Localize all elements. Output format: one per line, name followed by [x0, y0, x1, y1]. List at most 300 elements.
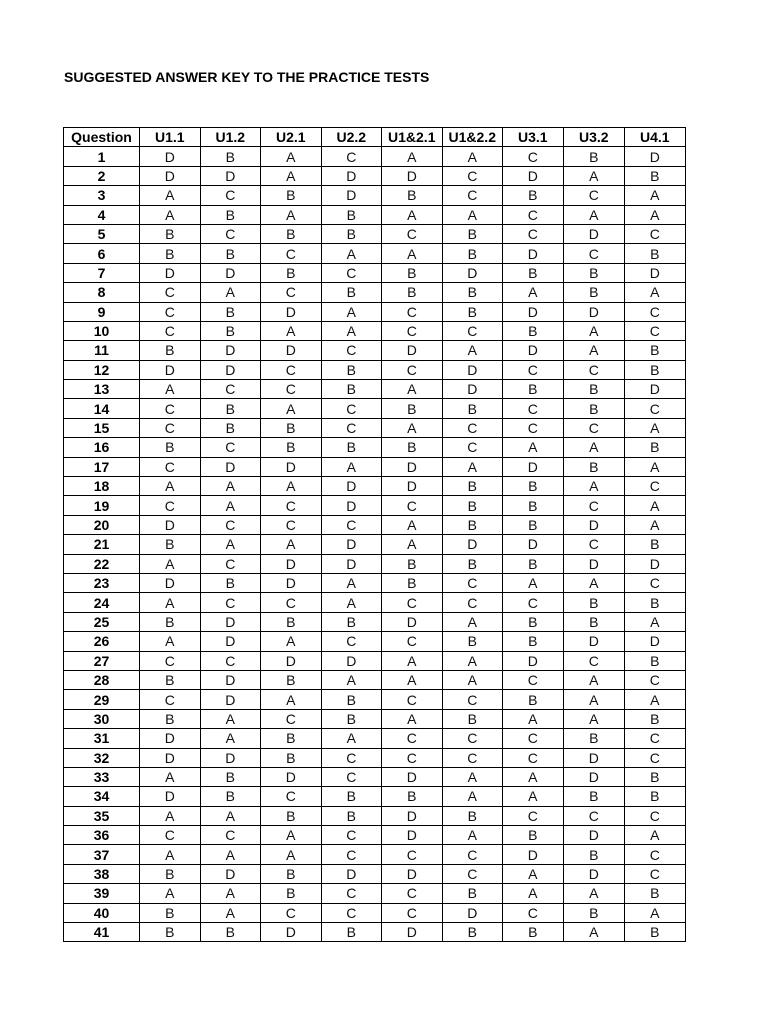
table-row — [64, 670, 686, 689]
answer-cell: D — [563, 302, 625, 321]
answer-cell: C — [625, 729, 686, 748]
answer-cell: C — [261, 380, 322, 399]
answer-cell: A — [140, 632, 201, 651]
column-header-test: U1&2.1 — [382, 128, 443, 147]
table-row — [64, 515, 686, 534]
question-number: 2 — [64, 166, 140, 185]
answer-cell: C — [503, 205, 564, 224]
answer-cell: A — [625, 612, 686, 631]
answer-cell: B — [442, 224, 503, 243]
answer-cell: C — [321, 515, 382, 534]
answer-cell: A — [382, 418, 443, 437]
answer-cell: C — [442, 418, 503, 437]
answer-cell: A — [625, 826, 686, 845]
table-row — [64, 748, 686, 767]
answer-cell: A — [200, 845, 261, 864]
answer-cell: B — [200, 787, 261, 806]
question-number: 38 — [64, 864, 140, 883]
table-row — [64, 205, 686, 224]
answer-cell: A — [563, 573, 625, 592]
answer-cell: C — [442, 748, 503, 767]
answer-cell: B — [563, 380, 625, 399]
answer-cell: A — [625, 496, 686, 515]
table-row — [64, 418, 686, 437]
answer-cell: C — [625, 321, 686, 340]
answer-cell: C — [442, 845, 503, 864]
answer-cell: C — [321, 845, 382, 864]
answer-cell: D — [200, 341, 261, 360]
column-header-test: U1.2 — [200, 128, 261, 147]
table-row — [64, 787, 686, 806]
answer-cell: A — [200, 496, 261, 515]
answer-cell: C — [140, 651, 201, 670]
answer-cell: C — [321, 147, 382, 166]
answer-cell: C — [382, 360, 443, 379]
question-number: 31 — [64, 729, 140, 748]
answer-cell: A — [442, 205, 503, 224]
answer-cell: D — [382, 826, 443, 845]
answer-cell: D — [382, 864, 443, 883]
answer-cell: B — [321, 438, 382, 457]
answer-cell: B — [200, 147, 261, 166]
answer-cell: D — [563, 224, 625, 243]
answer-cell: C — [382, 496, 443, 515]
answer-cell: C — [200, 186, 261, 205]
answer-cell: C — [321, 767, 382, 786]
answer-cell: D — [261, 457, 322, 476]
answer-cell: C — [200, 826, 261, 845]
question-number: 20 — [64, 515, 140, 534]
answer-cell: A — [261, 826, 322, 845]
answer-cell: A — [503, 767, 564, 786]
answer-cell: C — [382, 224, 443, 243]
answer-cell: C — [200, 224, 261, 243]
question-number: 28 — [64, 670, 140, 689]
answer-cell: D — [442, 903, 503, 922]
answer-cell: B — [625, 535, 686, 554]
answer-cell: C — [625, 224, 686, 243]
table-row — [64, 186, 686, 205]
column-header-test: U1&2.2 — [442, 128, 503, 147]
answer-cell: A — [200, 729, 261, 748]
answer-cell: D — [563, 767, 625, 786]
table-row — [64, 826, 686, 845]
answer-cell: A — [503, 787, 564, 806]
answer-cell: A — [442, 147, 503, 166]
answer-cell: B — [382, 283, 443, 302]
answer-cell: A — [563, 321, 625, 340]
question-number: 18 — [64, 477, 140, 496]
answer-cell: B — [563, 612, 625, 631]
answer-cell: C — [321, 418, 382, 437]
answer-cell: A — [382, 147, 443, 166]
answer-cell: C — [503, 360, 564, 379]
answer-cell: C — [382, 845, 443, 864]
answer-cell: D — [563, 515, 625, 534]
table-row — [64, 147, 686, 166]
question-number: 27 — [64, 651, 140, 670]
answer-cell: B — [563, 263, 625, 282]
table-row — [64, 767, 686, 786]
answer-cell: B — [261, 884, 322, 903]
answer-cell: B — [321, 205, 382, 224]
answer-cell: C — [140, 826, 201, 845]
answer-cell: B — [503, 554, 564, 573]
answer-cell: D — [321, 166, 382, 185]
answer-cell: D — [503, 535, 564, 554]
answer-cell: C — [503, 903, 564, 922]
answer-cell: D — [140, 147, 201, 166]
answer-cell: B — [442, 554, 503, 573]
answer-cell: B — [442, 515, 503, 534]
answer-cell: B — [625, 923, 686, 942]
column-header-test: U1.1 — [140, 128, 201, 147]
question-number: 23 — [64, 573, 140, 592]
answer-cell: C — [442, 690, 503, 709]
answer-cell: B — [503, 515, 564, 534]
answer-cell: D — [503, 244, 564, 263]
question-number: 22 — [64, 554, 140, 573]
answer-cell: D — [503, 341, 564, 360]
table-row — [64, 224, 686, 243]
answer-cell: B — [321, 690, 382, 709]
answer-cell: C — [442, 573, 503, 592]
answer-cell: D — [625, 554, 686, 573]
question-number: 7 — [64, 263, 140, 282]
answer-cell: B — [503, 690, 564, 709]
answer-cell: A — [625, 205, 686, 224]
answer-cell: C — [321, 903, 382, 922]
answer-cell: C — [382, 748, 443, 767]
answer-cell: C — [625, 477, 686, 496]
answer-cell: C — [563, 651, 625, 670]
answer-cell: B — [382, 186, 443, 205]
answer-cell: B — [382, 573, 443, 592]
answer-cell: D — [382, 166, 443, 185]
answer-cell: C — [503, 729, 564, 748]
answer-cell: A — [442, 826, 503, 845]
answer-cell: B — [563, 457, 625, 476]
answer-cell: C — [321, 884, 382, 903]
answer-cell: C — [563, 244, 625, 263]
question-number: 41 — [64, 923, 140, 942]
answer-cell: A — [140, 845, 201, 864]
column-header-test: U2.1 — [261, 128, 322, 147]
answer-cell: B — [563, 787, 625, 806]
answer-cell: C — [442, 166, 503, 185]
question-number: 12 — [64, 360, 140, 379]
answer-cell: A — [140, 554, 201, 573]
answer-cell: C — [321, 632, 382, 651]
column-header-test: U3.1 — [503, 128, 564, 147]
answer-cell: C — [200, 438, 261, 457]
table-row — [64, 593, 686, 612]
answer-cell: B — [563, 399, 625, 418]
answer-cell: A — [382, 651, 443, 670]
answer-cell: A — [563, 670, 625, 689]
answer-cell: B — [503, 923, 564, 942]
column-header-test: U3.2 — [563, 128, 625, 147]
question-number: 32 — [64, 748, 140, 767]
answer-cell: A — [625, 457, 686, 476]
answer-cell: D — [140, 748, 201, 767]
answer-cell: B — [200, 399, 261, 418]
answer-cell: A — [442, 787, 503, 806]
question-number: 29 — [64, 690, 140, 709]
answer-cell: A — [563, 205, 625, 224]
question-number: 36 — [64, 826, 140, 845]
answer-cell: B — [200, 321, 261, 340]
table-row — [64, 573, 686, 592]
answer-cell: D — [442, 535, 503, 554]
answer-cell: C — [140, 399, 201, 418]
answer-cell: C — [503, 806, 564, 825]
answer-cell: B — [140, 903, 201, 922]
answer-cell: B — [321, 360, 382, 379]
answer-cell: D — [382, 767, 443, 786]
answer-cell: A — [261, 845, 322, 864]
answer-cell: A — [261, 399, 322, 418]
answer-cell: D — [200, 632, 261, 651]
answer-cell: D — [382, 457, 443, 476]
answer-cell: C — [261, 593, 322, 612]
answer-cell: D — [200, 360, 261, 379]
question-number: 13 — [64, 380, 140, 399]
answer-cell: A — [200, 806, 261, 825]
answer-cell: A — [321, 457, 382, 476]
answer-cell: A — [382, 515, 443, 534]
answer-cell: D — [140, 166, 201, 185]
answer-cell: D — [563, 864, 625, 883]
answer-cell: B — [321, 224, 382, 243]
answer-cell: B — [200, 767, 261, 786]
question-number: 15 — [64, 418, 140, 437]
question-number: 21 — [64, 535, 140, 554]
answer-cell: D — [382, 806, 443, 825]
question-number: 24 — [64, 593, 140, 612]
question-number: 30 — [64, 709, 140, 728]
table-row — [64, 690, 686, 709]
answer-cell: D — [261, 767, 322, 786]
answer-cell: A — [261, 147, 322, 166]
answer-cell: D — [261, 341, 322, 360]
question-number: 35 — [64, 806, 140, 825]
header-row — [64, 128, 686, 147]
answer-cell: A — [140, 593, 201, 612]
question-number: 40 — [64, 903, 140, 922]
question-number: 3 — [64, 186, 140, 205]
answer-cell: A — [563, 166, 625, 185]
answer-cell: D — [321, 554, 382, 573]
answer-cell: D — [503, 845, 564, 864]
answer-cell: A — [261, 690, 322, 709]
answer-cell: B — [140, 670, 201, 689]
column-header-question: Question — [64, 128, 140, 147]
answer-cell: C — [625, 864, 686, 883]
answer-cell: C — [442, 321, 503, 340]
answer-cell: C — [563, 806, 625, 825]
answer-cell: A — [563, 690, 625, 709]
answer-cell: B — [563, 729, 625, 748]
answer-cell: C — [140, 457, 201, 476]
question-number: 25 — [64, 612, 140, 631]
answer-cell: A — [503, 864, 564, 883]
answer-cell: D — [382, 341, 443, 360]
table-row — [64, 360, 686, 379]
answer-cell: B — [140, 341, 201, 360]
answer-cell: B — [442, 477, 503, 496]
answer-cell: C — [321, 399, 382, 418]
answer-cell: B — [442, 496, 503, 515]
answer-cell: C — [625, 302, 686, 321]
table-row — [64, 845, 686, 864]
answer-cell: C — [261, 360, 322, 379]
answer-cell: D — [140, 360, 201, 379]
answer-cell: A — [382, 709, 443, 728]
answer-cell: D — [200, 263, 261, 282]
answer-cell: A — [321, 302, 382, 321]
answer-cell: C — [140, 690, 201, 709]
answer-cell: A — [503, 573, 564, 592]
answer-cell: B — [382, 554, 443, 573]
answer-cell: B — [503, 826, 564, 845]
answer-cell: D — [321, 496, 382, 515]
answer-cell: C — [261, 515, 322, 534]
answer-cell: D — [261, 573, 322, 592]
table-row — [64, 399, 686, 418]
answer-cell: D — [140, 263, 201, 282]
answer-cell: B — [140, 535, 201, 554]
answer-cell: B — [261, 748, 322, 767]
answer-cell: D — [321, 535, 382, 554]
answer-cell: C — [563, 535, 625, 554]
question-number: 26 — [64, 632, 140, 651]
answer-cell: C — [503, 399, 564, 418]
answer-cell: A — [382, 670, 443, 689]
answer-cell: C — [503, 748, 564, 767]
answer-cell: A — [442, 670, 503, 689]
answer-cell: A — [563, 477, 625, 496]
answer-cell: D — [625, 263, 686, 282]
table-row — [64, 283, 686, 302]
answer-cell: C — [503, 593, 564, 612]
answer-cell: C — [442, 729, 503, 748]
answer-cell: B — [563, 845, 625, 864]
answer-cell: B — [200, 244, 261, 263]
table-row — [64, 884, 686, 903]
answer-cell: D — [563, 748, 625, 767]
answer-cell: D — [321, 864, 382, 883]
answer-cell: B — [321, 612, 382, 631]
table-row — [64, 709, 686, 728]
answer-cell: B — [503, 321, 564, 340]
answer-cell: A — [321, 244, 382, 263]
answer-cell: C — [140, 418, 201, 437]
answer-cell: B — [503, 263, 564, 282]
answer-cell: D — [625, 632, 686, 651]
answer-cell: C — [140, 283, 201, 302]
answer-cell: D — [140, 729, 201, 748]
answer-cell: B — [140, 244, 201, 263]
answer-cell: A — [200, 535, 261, 554]
answer-cell: A — [442, 341, 503, 360]
answer-cell: A — [321, 593, 382, 612]
answer-cell: A — [200, 477, 261, 496]
table-row — [64, 438, 686, 457]
question-number: 11 — [64, 341, 140, 360]
answer-cell: B — [382, 399, 443, 418]
answer-cell: C — [563, 360, 625, 379]
answer-cell: D — [321, 477, 382, 496]
table-row — [64, 457, 686, 476]
table-row — [64, 864, 686, 883]
answer-cell: D — [200, 690, 261, 709]
answer-cell: B — [321, 709, 382, 728]
question-number: 34 — [64, 787, 140, 806]
answer-cell: B — [442, 302, 503, 321]
answer-cell: B — [321, 380, 382, 399]
answer-cell: A — [140, 205, 201, 224]
answer-cell: B — [625, 341, 686, 360]
answer-cell: A — [200, 283, 261, 302]
answer-cell: D — [200, 612, 261, 631]
answer-cell: A — [382, 205, 443, 224]
answer-cell: A — [563, 341, 625, 360]
answer-cell: B — [503, 380, 564, 399]
answer-cell: B — [625, 360, 686, 379]
table-row — [64, 806, 686, 825]
answer-cell: D — [261, 302, 322, 321]
answer-cell: A — [200, 709, 261, 728]
answer-cell: B — [625, 244, 686, 263]
answer-cell: A — [140, 806, 201, 825]
answer-cell: C — [563, 418, 625, 437]
answer-cell: D — [200, 864, 261, 883]
answer-cell: D — [625, 147, 686, 166]
answer-cell: B — [321, 787, 382, 806]
table-body — [64, 147, 686, 942]
table-row — [64, 535, 686, 554]
answer-cell: A — [261, 535, 322, 554]
answer-cell: B — [563, 283, 625, 302]
answer-cell: A — [321, 670, 382, 689]
answer-cell: D — [140, 515, 201, 534]
answer-cell: B — [200, 302, 261, 321]
table-row — [64, 903, 686, 922]
table-row — [64, 496, 686, 515]
answer-cell: A — [321, 321, 382, 340]
answer-cell: D — [442, 263, 503, 282]
answer-cell: D — [563, 554, 625, 573]
answer-cell: A — [625, 283, 686, 302]
answer-cell: A — [382, 535, 443, 554]
answer-cell: B — [503, 632, 564, 651]
answer-cell: B — [261, 418, 322, 437]
answer-cell: B — [140, 438, 201, 457]
answer-cell: C — [200, 651, 261, 670]
answer-cell: D — [321, 651, 382, 670]
answer-cell: B — [261, 864, 322, 883]
answer-cell: A — [140, 477, 201, 496]
answer-cell: B — [321, 283, 382, 302]
table-row — [64, 263, 686, 282]
answer-cell: A — [321, 729, 382, 748]
answer-cell: A — [503, 709, 564, 728]
answer-cell: A — [140, 380, 201, 399]
answer-cell: B — [200, 923, 261, 942]
answer-cell: D — [200, 670, 261, 689]
answer-cell: D — [625, 380, 686, 399]
